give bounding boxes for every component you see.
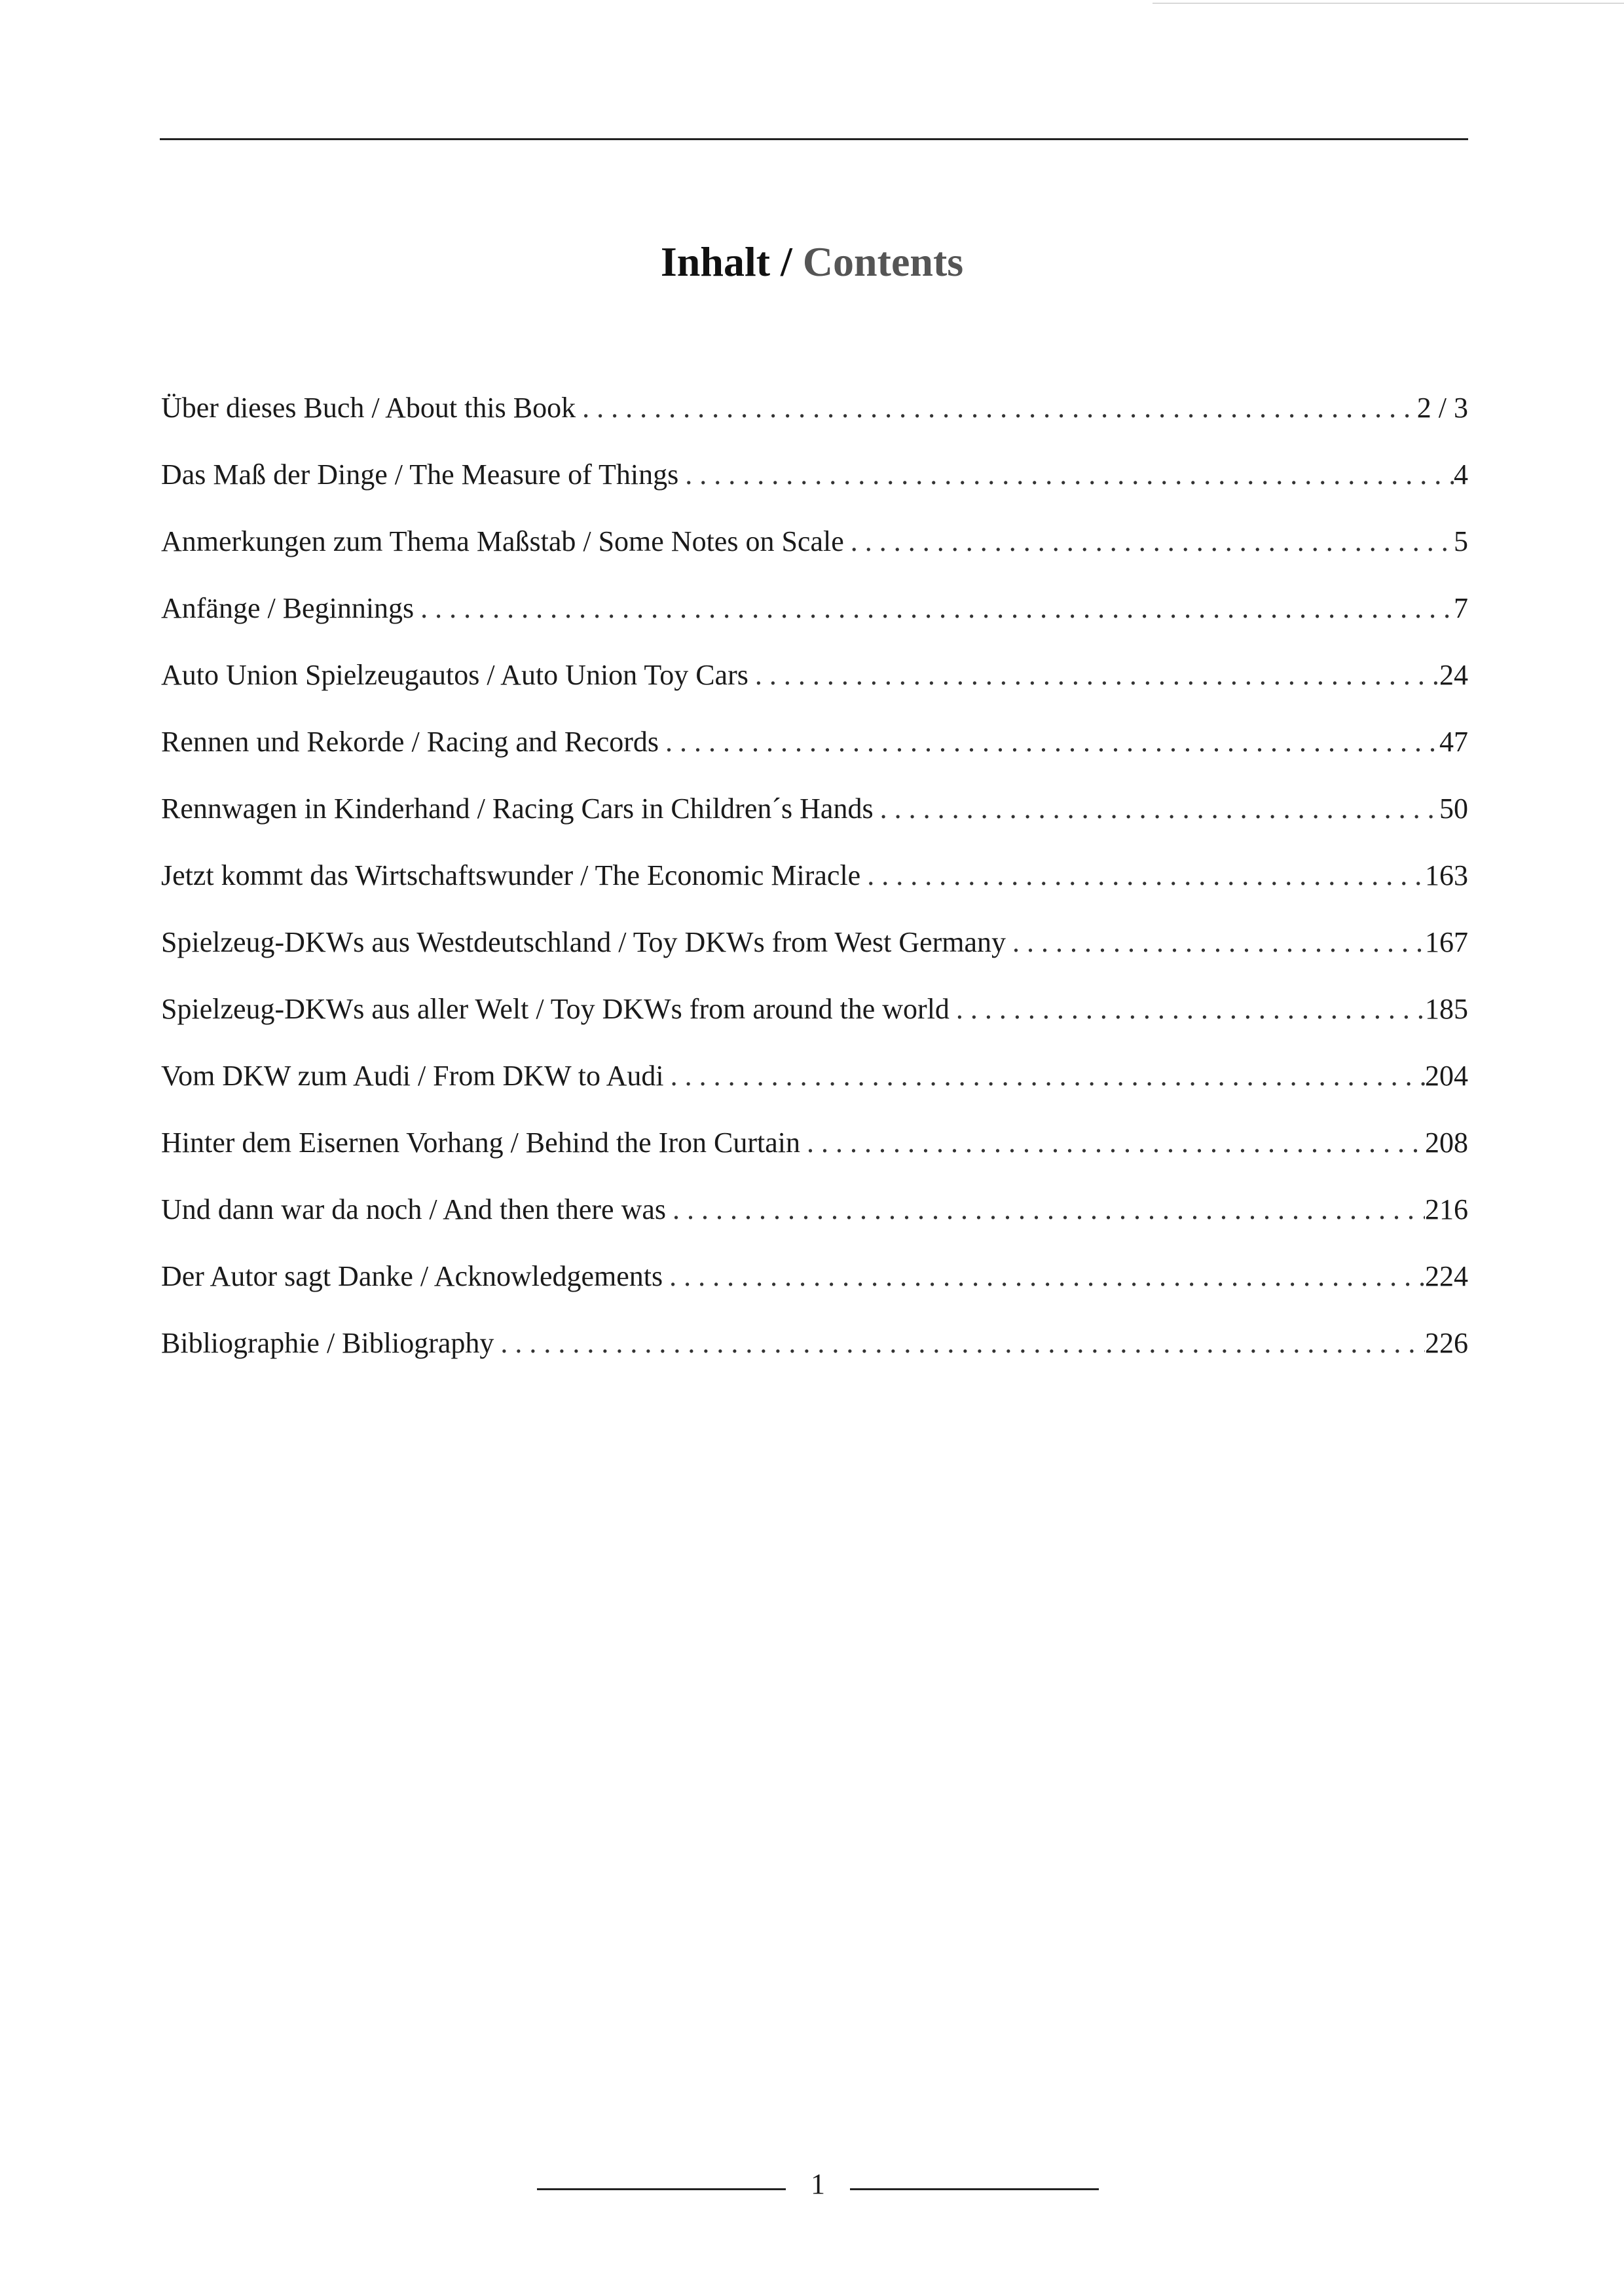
toc-dot-leader — [950, 980, 1425, 1039]
folio-page-number: 1 — [811, 2168, 825, 2200]
toc-entry-page: 167 — [1425, 926, 1468, 958]
toc-entry-title: Über dieses Buch / About this Book — [161, 392, 576, 424]
toc-entry — [161, 379, 1468, 445]
toc-entry-page: 7 — [1454, 592, 1468, 624]
page-title — [0, 233, 1624, 291]
header-rule — [160, 138, 1468, 140]
toc-dot-leader — [800, 1113, 1425, 1172]
toc-entry-page: 185 — [1425, 993, 1468, 1025]
toc-entry-title: Rennen und Rekorde / Racing and Records — [161, 726, 659, 758]
toc-entry-page: 5 — [1454, 525, 1468, 557]
toc-dot-leader — [664, 1047, 1425, 1106]
toc-entry — [161, 713, 1468, 779]
toc-entry — [161, 1314, 1468, 1381]
toc-entry-page: 216 — [1425, 1193, 1468, 1225]
toc-entry-title: Jetzt kommt das Wirtschaftswunder / The Economic Miracle — [161, 859, 861, 891]
table-of-contents — [161, 379, 1468, 1381]
toc-entry-title: Hinter dem Eisernen Vorhang / Behind the Iron Curtain — [161, 1127, 800, 1159]
toc-entry — [161, 646, 1468, 713]
toc-dot-leader — [678, 445, 1454, 504]
toc-dot-leader — [576, 379, 1417, 438]
toc-entry-page: 50 — [1439, 793, 1468, 825]
toc-dot-leader — [659, 713, 1439, 772]
toc-entry — [161, 1247, 1468, 1314]
toc-entry — [161, 846, 1468, 913]
title-separator: / — [770, 238, 803, 285]
toc-entry — [161, 913, 1468, 980]
toc-dot-leader — [494, 1314, 1425, 1373]
toc-dot-leader — [663, 1247, 1425, 1306]
scan-edge-line — [1153, 3, 1624, 4]
toc-dot-leader — [748, 646, 1439, 705]
toc-entry — [161, 512, 1468, 579]
toc-entry-page: 24 — [1439, 659, 1468, 691]
toc-entry-page: 4 — [1454, 458, 1468, 491]
toc-entry-title: Rennwagen in Kinderhand / Racing Cars in Children´s Hands — [161, 793, 874, 825]
toc-entry-page: 47 — [1439, 726, 1468, 758]
toc-entry-title: Bibliographie / Bibliography — [161, 1327, 494, 1359]
toc-entry-title: Spielzeug-DKWs aus Westdeutschland / Toy DKWs from West Germany — [161, 926, 1006, 958]
toc-entry — [161, 445, 1468, 512]
toc-entry-title: Spielzeug-DKWs aus aller Welt / Toy DKWs from around the world — [161, 993, 950, 1025]
toc-entry-page: 163 — [1425, 859, 1468, 891]
toc-entry-title: Anmerkungen zum Thema Maßstab / Some Notes on Scale — [161, 525, 844, 557]
toc-entry-title: Das Maß der Dinge / The Measure of Things — [161, 458, 679, 491]
toc-dot-leader — [860, 846, 1425, 905]
toc-entry-page: 204 — [1425, 1060, 1468, 1092]
toc-entry-title: Der Autor sagt Danke / Acknowledgements — [161, 1260, 663, 1292]
title-german: Inhalt — [660, 238, 771, 285]
toc-entry-page: 2 / 3 — [1416, 392, 1468, 424]
toc-dot-leader — [844, 512, 1454, 571]
toc-entry-page: 224 — [1425, 1260, 1468, 1292]
toc-entry — [161, 1180, 1468, 1247]
toc-entry-title: Vom DKW zum Audi / From DKW to Audi — [161, 1060, 664, 1092]
toc-entry — [161, 779, 1468, 846]
toc-dot-leader — [874, 779, 1439, 838]
footer-rule-left — [537, 2188, 786, 2190]
toc-entry — [161, 579, 1468, 646]
toc-entry-page: 208 — [1425, 1127, 1468, 1159]
toc-entry-title: Auto Union Spielzeugautos / Auto Union Toy Cars — [161, 659, 748, 691]
toc-entry-title: Anfänge / Beginnings — [161, 592, 415, 624]
title-english: Contents — [802, 238, 964, 285]
footer-rule-right — [850, 2188, 1099, 2190]
toc-dot-leader — [414, 579, 1454, 638]
toc-entry — [161, 980, 1468, 1047]
toc-entry — [161, 1113, 1468, 1180]
toc-entry-title: Und dann war da noch / And then there was — [161, 1193, 667, 1225]
toc-dot-leader — [666, 1180, 1425, 1239]
toc-dot-leader — [1006, 913, 1425, 972]
toc-entry — [161, 1047, 1468, 1113]
toc-entry-page: 226 — [1425, 1327, 1468, 1359]
